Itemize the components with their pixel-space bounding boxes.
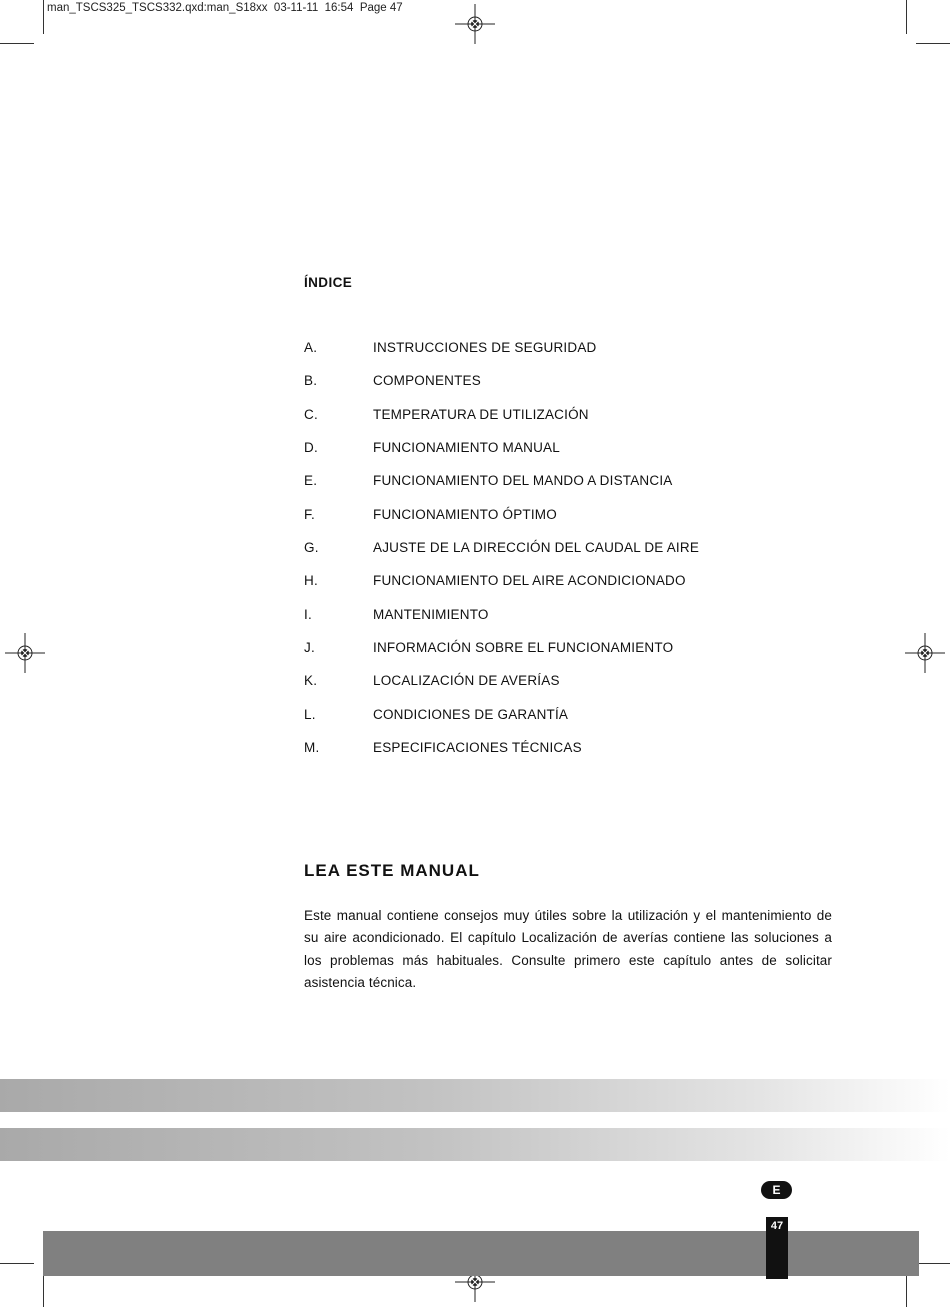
toc-item bbox=[304, 407, 824, 440]
toc-item-letter: G. bbox=[304, 539, 319, 555]
page-number: 47 bbox=[766, 1217, 788, 1279]
toc-item-label: AJUSTE DE LA DIRECCIÓN DEL CAUDAL DE AIRE bbox=[373, 539, 700, 555]
toc-item-letter: A. bbox=[304, 340, 318, 355]
toc-item bbox=[304, 373, 824, 406]
toc-item bbox=[304, 573, 824, 606]
registration-mark-icon bbox=[5, 633, 45, 673]
crop-mark bbox=[916, 1263, 950, 1264]
toc-title: ÍNDICE bbox=[304, 275, 353, 290]
toc-item bbox=[304, 507, 824, 540]
toc-item-letter: I. bbox=[304, 606, 312, 622]
toc-item bbox=[304, 740, 824, 773]
registration-mark-icon bbox=[905, 633, 945, 673]
body-paragraph: Este manual contiene consejos muy útiles sobre la utilización y el mantenimiento de su aire acondicionado. El capítulo Localización de averías contiene las soluciones a los problemas más habituales. Consulte primero este capítulo antes de solicitar asistencia técnica. bbox=[304, 908, 832, 990]
toc-item-label: FUNCIONAMIENTO DEL MANDO A DISTANCIA bbox=[373, 473, 673, 489]
print-slug: man_TSCS325_TSCS332.qxd:man_S18xx 03-11-11 16:54 Page 47 bbox=[47, 2, 403, 14]
decorative-band bbox=[0, 1079, 950, 1112]
language-badge: E bbox=[761, 1181, 792, 1199]
toc-item-letter: K. bbox=[304, 673, 318, 689]
toc-item-label: TEMPERATURA DE UTILIZACIÓN bbox=[373, 406, 589, 422]
toc-item-letter: B. bbox=[304, 373, 318, 389]
crop-mark bbox=[43, 0, 44, 34]
toc-item bbox=[304, 340, 824, 373]
toc-item bbox=[304, 673, 824, 706]
crop-mark bbox=[906, 1273, 907, 1307]
toc-item-letter: M. bbox=[304, 739, 320, 755]
toc-item bbox=[304, 640, 824, 673]
toc-list bbox=[304, 340, 824, 773]
toc-item-letter: E. bbox=[304, 473, 318, 489]
toc-item-label: FUNCIONAMIENTO ÓPTIMO bbox=[373, 506, 557, 522]
toc-item bbox=[304, 540, 824, 573]
crop-mark bbox=[906, 0, 907, 34]
toc-item-label: LOCALIZACIÓN DE AVERÍAS bbox=[373, 673, 560, 689]
toc-item-label: CONDICIONES DE GARANTÍA bbox=[373, 706, 569, 722]
toc-item bbox=[304, 707, 824, 740]
toc-item-letter: C. bbox=[304, 406, 318, 422]
section-title: LEA ESTE MANUAL bbox=[304, 861, 480, 880]
crop-mark bbox=[0, 1263, 34, 1264]
crop-mark bbox=[916, 43, 950, 44]
toc-item-letter: J. bbox=[304, 639, 315, 655]
toc-item bbox=[304, 607, 824, 640]
toc-item-label: FUNCIONAMIENTO DEL AIRE ACONDICIONADO bbox=[373, 573, 686, 589]
toc-item bbox=[304, 473, 824, 506]
toc-item-label: INFORMACIÓN SOBRE EL FUNCIONAMIENTO bbox=[373, 639, 674, 655]
toc-item-letter: F. bbox=[304, 506, 315, 522]
toc-item-letter: L. bbox=[304, 706, 316, 722]
toc-item-label: MANTENIMIENTO bbox=[373, 606, 489, 622]
toc-item-letter: H. bbox=[304, 573, 318, 589]
registration-mark-icon bbox=[455, 4, 495, 44]
decorative-band bbox=[0, 1128, 950, 1161]
toc-item-label: INSTRUCCIONES DE SEGURIDAD bbox=[373, 340, 597, 355]
toc-item-label: COMPONENTES bbox=[373, 373, 481, 389]
toc-item-label: FUNCIONAMIENTO MANUAL bbox=[373, 439, 560, 455]
crop-mark bbox=[0, 43, 34, 44]
toc-item bbox=[304, 440, 824, 473]
crop-mark bbox=[43, 1273, 44, 1307]
toc-item-label: ESPECIFICACIONES TÉCNICAS bbox=[373, 739, 582, 755]
toc-item-letter: D. bbox=[304, 439, 318, 455]
